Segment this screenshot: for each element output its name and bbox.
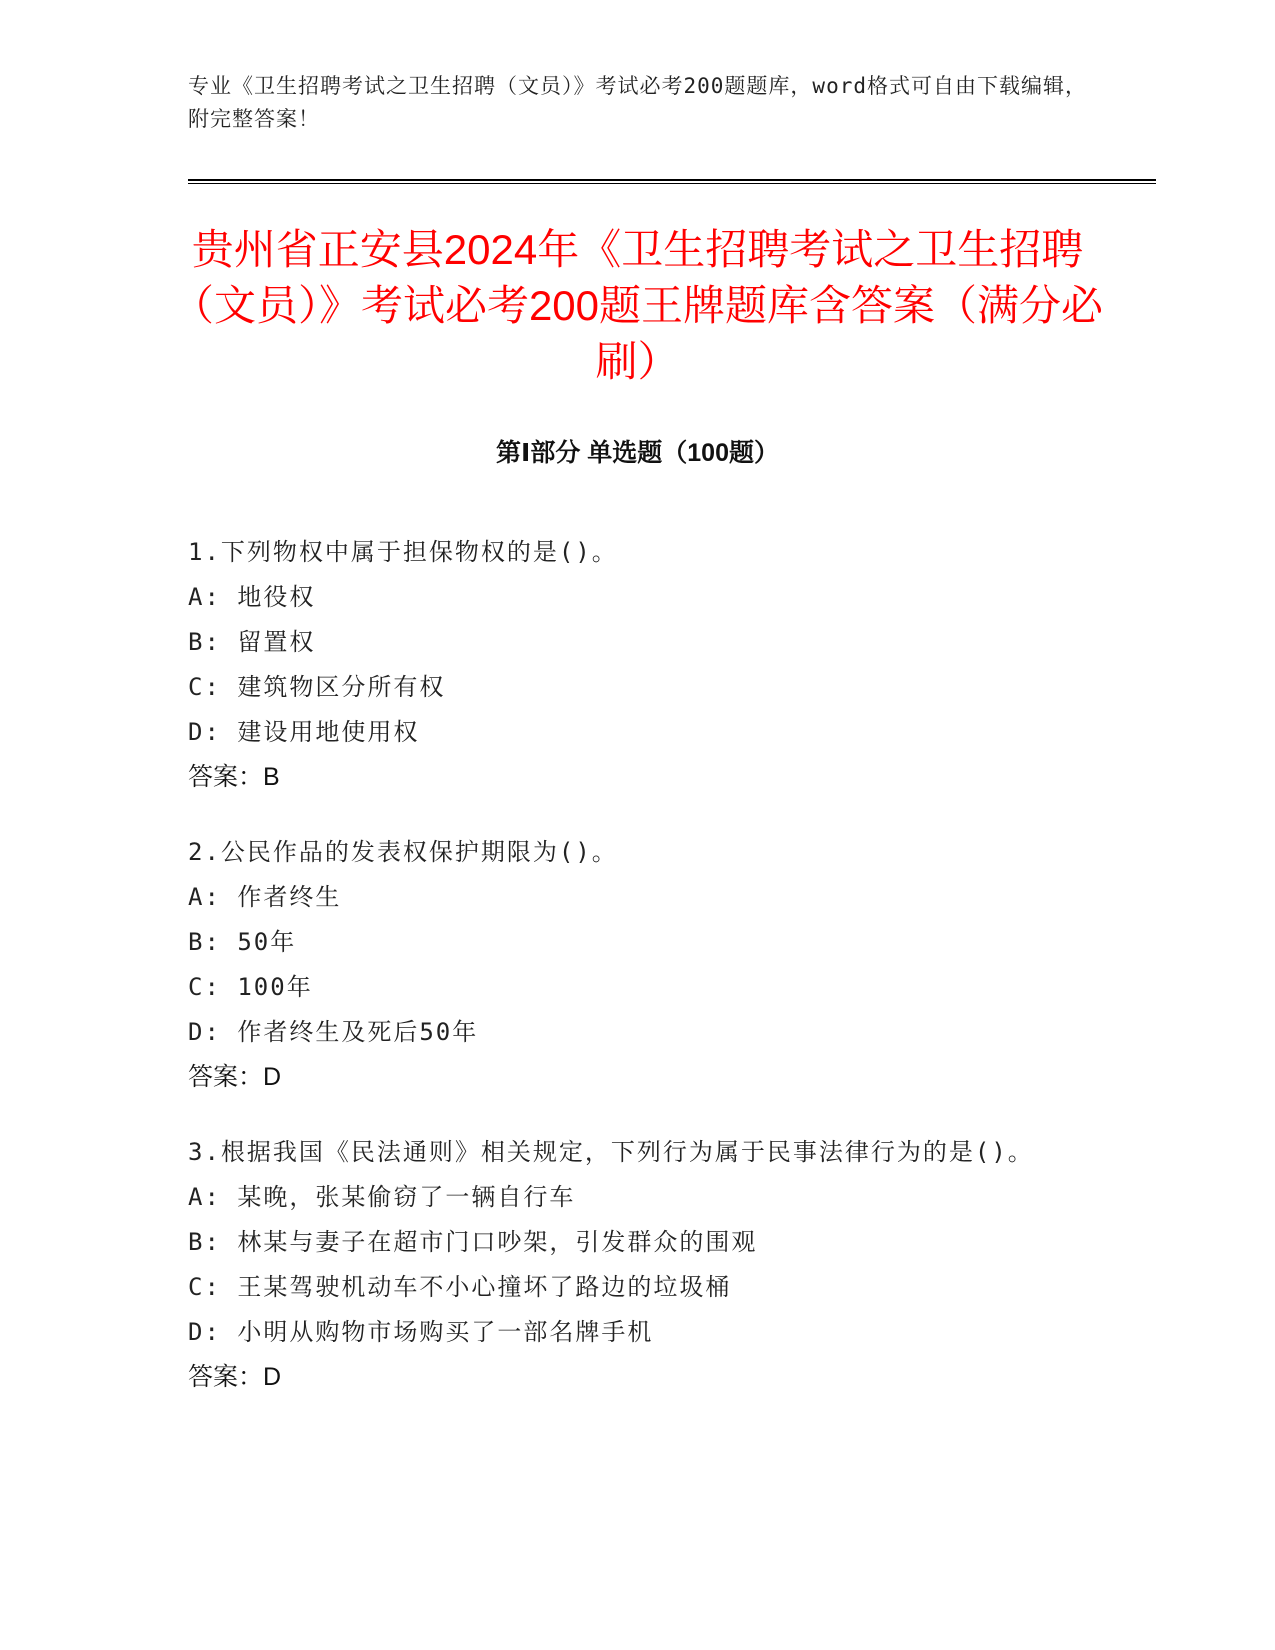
question-stem: 1.下列物权中属于担保物权的是()。 (188, 538, 618, 566)
option-b: B: 50年 (188, 928, 297, 956)
header-rule-thin (188, 183, 1156, 184)
option-a: A: 某晚，张某偷窃了一辆自行车 (188, 1183, 576, 1211)
question-stem: 3.根据我国《民法通则》相关规定，下列行为属于民事法律行为的是()。 (188, 1138, 1034, 1166)
answer: 答案：B (188, 763, 280, 791)
option-d: D: 小明从购物市场购买了一部名牌手机 (188, 1318, 654, 1346)
header-rule-thick (188, 179, 1156, 181)
option-a: A: 地役权 (188, 583, 316, 611)
document-title: 贵州省正安县2024年《卫生招聘考试之卫生招聘（文员）》考试必考200题王牌题库含答案（满分必刷） (171, 226, 1104, 385)
question-3 (188, 1130, 1088, 1400)
answer: 答案：D (188, 1363, 282, 1391)
option-a: A: 作者终生 (188, 883, 342, 911)
option-c: C: 100年 (188, 973, 313, 1001)
option-b: B: 留置权 (188, 628, 316, 656)
option-c: C: 建筑物区分所有权 (188, 673, 446, 701)
question-list (188, 530, 1088, 1430)
question-stem: 2.公民作品的发表权保护期限为()。 (188, 838, 618, 866)
question-2 (188, 830, 1088, 1100)
option-c: C: 王某驾驶机动车不小心撞坏了路边的垃圾桶 (188, 1273, 732, 1301)
section-title: 第Ⅰ部分 单选题（100题） (496, 439, 779, 467)
option-b: B: 林某与妻子在超市门口吵架，引发群众的围观 (188, 1228, 758, 1256)
option-d: D: 建设用地使用权 (188, 718, 420, 746)
question-1 (188, 530, 1088, 800)
answer: 答案：D (188, 1063, 282, 1091)
header-note: 专业《卫生招聘考试之卫生招聘（文员）》考试必考200题题库，word格式可自由下载编辑，附完整答案！ (188, 74, 1087, 131)
option-d: D: 作者终生及死后50年 (188, 1018, 479, 1046)
